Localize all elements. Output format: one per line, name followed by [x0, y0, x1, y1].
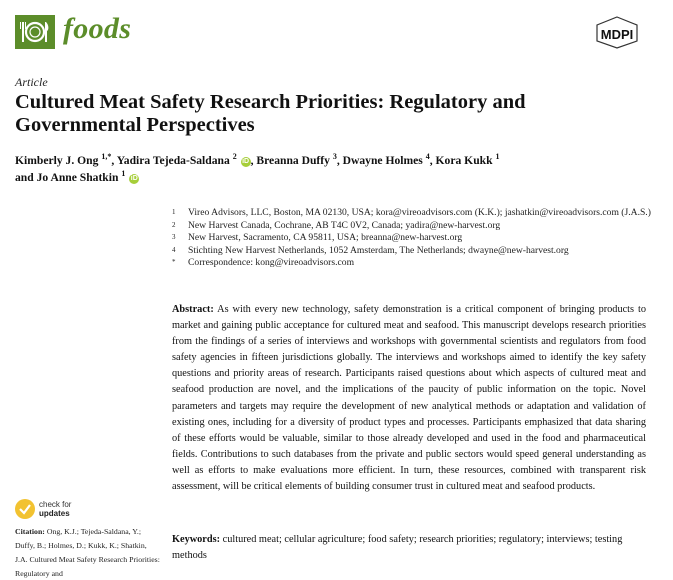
author-affiliation-ref: 2: [232, 152, 237, 162]
abstract-text: As with every new technology, safety demonstration is a critical component of bringing products to market and gaining public acceptance for cultured meat and seafood. This manuscript develops research priorities from the findings of a series of interviews and workshops with governmental scientists and regulators from food safety agencies in fifteen jurisdictions globally. The interviews and workshops aimed to identify the key safety questions and priority areas of research. Participants raised questions about which aspects of cultured meat and seafood production are novel, and the implications of the paucity of public information on the topic. Novel parameters and targets may require the development of new analytical methods or adaptation and validation of existing ones, including for a diversity of product types and processes. Participants emphasized that data sharing of these efforts would be valuable, similar to those already developed and used in the food and pharmaceutical fields. Contributions to such databases from the private and public sectors would speed general understanding as well as efforts to make evaluations more efficient. In turn, these resources, combined with transparent risk assessment, will be critical elements of building consumer trust in cultured meat and seafood products.: [172, 304, 646, 493]
author-affiliation-ref: 4: [425, 152, 430, 162]
author-list: [15, 152, 665, 186]
check-updates-icon: [15, 499, 35, 519]
keywords-label: Keywords:: [172, 534, 221, 545]
affiliation-number: 4: [172, 245, 176, 254]
updates-line-2: updates: [39, 509, 70, 518]
orcid-icon: iD: [130, 175, 138, 182]
affiliation-text: New Harvest Canada, Cochrane, AB T4C 0V2, Canada; yadira@new-harvest.org: [188, 219, 501, 231]
author-name[interactable]: Kimberly J. Ong: [15, 154, 99, 167]
author-name[interactable]: Dwayne Holmes: [342, 154, 423, 167]
orcid-icon: iD: [242, 158, 250, 165]
author-affiliation-ref: 1,*: [101, 152, 112, 162]
author-name[interactable]: Breanna Duffy: [256, 154, 330, 167]
affiliation-item: [172, 245, 652, 258]
affiliation-item: [172, 232, 652, 245]
affiliation-item: [172, 257, 652, 270]
abstract: [172, 302, 646, 495]
affiliation-text: Vireo Advisors, LLC, Boston, MA 02130, USA; kora@vireoadvisors.com (K.K.); jashatkin@vireoadvisors.com (J.A.S.): [188, 207, 651, 218]
keywords-text: cultured meat; cellular agriculture; food safety; research priorities; regulatory; interviews; testing methods: [172, 534, 623, 562]
plate-cutlery-icon: [19, 19, 51, 45]
publisher-name: MDPI: [600, 27, 634, 42]
affiliation-number: *: [172, 258, 176, 267]
author-affiliation-ref: 1: [121, 169, 126, 179]
affiliation-text: New Harvest, Sacramento, CA 95811, USA; breanna@new-harvest.org: [188, 232, 463, 244]
journal-name: foods: [63, 12, 132, 45]
affiliation-number: 2: [172, 220, 176, 229]
authors-line-1: Kimberly J. Ong $^{1,*}$, Yadira Tejeda-Saldana $^2$ iD , Breanna Duffy $^3$, Dwayne Holmes $^4$, Kora Kukk $^1$: [15, 152, 500, 167]
article-type: Article: [15, 75, 48, 89]
article-title: Cultured Meat Safety Research Priorities: Regulatory and Governmental Perspectives: [15, 91, 526, 136]
affiliation-item: [172, 220, 652, 233]
affiliation-item: [172, 207, 652, 220]
author-affiliation-ref: 3: [332, 152, 337, 162]
affiliations: [172, 207, 652, 270]
authors-line-2: and Jo Anne Shatkin $^1$ iD: [15, 169, 138, 184]
citation-text: Ong, K.J.; Tejeda-Saldana, Y.; Duffy, B.; Holmes, D.; Kukk, K.; Shatkin, J.A. Cultured Meat Safety Research Priorities: Regulatory and: [15, 527, 160, 578]
check-for-updates-badge[interactable]: [15, 499, 95, 521]
citation-label: Citation:: [15, 527, 45, 536]
keywords: [172, 532, 646, 564]
affiliation-text: Correspondence: kong@vireoadvisors.com: [188, 257, 355, 269]
author-name[interactable]: Kora Kukk: [435, 154, 493, 167]
affiliation-number: 3: [172, 233, 176, 242]
author-name[interactable]: Jo Anne Shatkin: [36, 171, 119, 184]
affiliation-text: Stichting New Harvest Netherlands, 1052 Amsterdam, The Netherlands; dwayne@new-harvest.org: [188, 244, 569, 256]
author-name[interactable]: Yadira Tejeda-Saldana: [116, 154, 230, 167]
updates-line-1: check for: [39, 500, 72, 509]
publisher-logo[interactable]: [591, 15, 643, 49]
journal-logo-icon: [15, 15, 55, 49]
citation-block: [15, 525, 160, 580]
affiliation-number: 1: [172, 208, 176, 216]
author-affiliation-ref: 1: [495, 152, 500, 162]
abstract-label: Abstract:: [172, 304, 214, 315]
